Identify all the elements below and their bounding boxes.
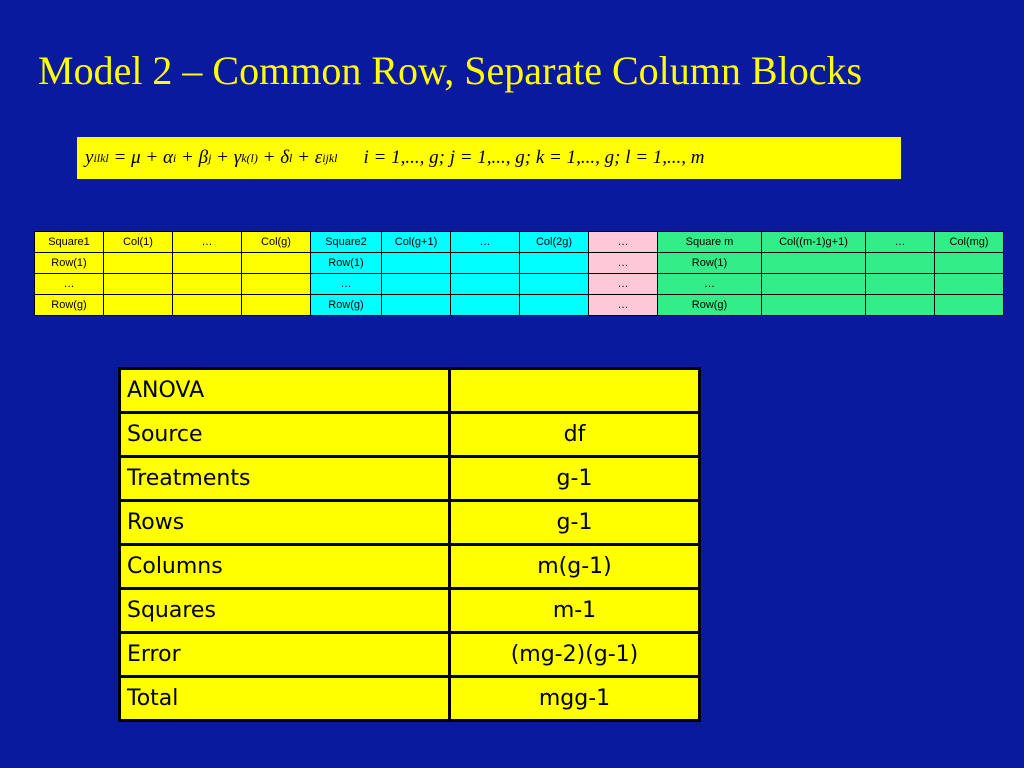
layout-cell: [242, 274, 311, 295]
anova-table: [118, 367, 701, 722]
layout-cell: [520, 274, 589, 295]
layout-cell: Square m: [658, 232, 762, 253]
layout-cell: [866, 274, 935, 295]
anova-source-cell: Columns: [120, 545, 450, 589]
layout-cell: [762, 274, 866, 295]
layout-row: [35, 253, 1004, 274]
layout-cell: [762, 295, 866, 316]
anova-df-cell: g-1: [450, 501, 700, 545]
anova-df-cell: [450, 369, 700, 413]
layout-cell: Col(mg): [935, 232, 1004, 253]
formula-alpha-sub: i: [172, 150, 177, 165]
layout-cell: Col(1): [104, 232, 173, 253]
layout-cell: [242, 295, 311, 316]
layout-cell: [866, 253, 935, 274]
anova-df-cell: m-1: [450, 589, 700, 633]
slide-title: Model 2 – Common Row, Separate Column Blocks: [38, 48, 863, 93]
anova-row: [120, 501, 700, 545]
layout-cell: [382, 253, 451, 274]
layout-cell: [935, 253, 1004, 274]
formula-gamma: + γ: [211, 147, 242, 168]
anova-row: [120, 413, 700, 457]
layout-cell: [104, 295, 173, 316]
layout-cell: …: [589, 295, 658, 316]
layout-cell: [935, 295, 1004, 316]
anova-row: [120, 545, 700, 589]
layout-cell: [173, 274, 242, 295]
layout-cell: Row(1): [658, 253, 762, 274]
formula-beta-sub: j: [208, 150, 212, 165]
formula-epsilon-sub: ijkl: [322, 150, 338, 165]
layout-cell: [104, 253, 173, 274]
anova-source-cell: Total: [120, 677, 450, 721]
anova-df-cell: m(g-1): [450, 545, 700, 589]
layout-cell: Square2: [311, 232, 382, 253]
layout-cell: …: [451, 232, 520, 253]
layout-cell: …: [866, 232, 935, 253]
formula-delta: + δ: [257, 147, 290, 168]
layout-cell: [520, 253, 589, 274]
layout-cell: [451, 274, 520, 295]
layout-cell: Col(2g): [520, 232, 589, 253]
layout-cell: [242, 253, 311, 274]
anova-source-cell: Rows: [120, 501, 450, 545]
layout-cell: [382, 274, 451, 295]
layout-cell: Col(g+1): [382, 232, 451, 253]
layout-cell: Row(1): [311, 253, 382, 274]
anova-df-cell: (mg-2)(g-1): [450, 633, 700, 677]
layout-cell: [866, 295, 935, 316]
anova-source-cell: Squares: [120, 589, 450, 633]
layout-cell: [520, 295, 589, 316]
layout-cell: [173, 295, 242, 316]
anova-df-cell: g-1: [450, 457, 700, 501]
latin-square-layout-table: [34, 231, 1004, 316]
layout-cell: …: [589, 274, 658, 295]
layout-cell: …: [658, 274, 762, 295]
layout-cell: …: [589, 232, 658, 253]
formula-delta-sub: l: [289, 150, 293, 165]
layout-cell: [104, 274, 173, 295]
anova-df-cell: mgg-1: [450, 677, 700, 721]
layout-row: [35, 232, 1004, 253]
anova-row: [120, 633, 700, 677]
layout-cell: [762, 253, 866, 274]
anova-row: [120, 589, 700, 633]
model-formula: [77, 137, 901, 179]
anova-source-cell: ANOVA: [120, 369, 450, 413]
layout-cell: [451, 295, 520, 316]
formula-ranges: i = 1,..., g; j = 1,..., g; k = 1,..., g; l = 1,..., m: [363, 147, 705, 168]
formula-epsilon: + ε: [292, 147, 323, 168]
layout-cell: Row(1): [35, 253, 104, 274]
anova-df-cell: df: [450, 413, 700, 457]
formula-beta: + β: [176, 147, 209, 168]
layout-cell: Square1: [35, 232, 104, 253]
anova-source-cell: Source: [120, 413, 450, 457]
formula-gamma-sub: k(l): [241, 150, 258, 165]
layout-cell: …: [35, 274, 104, 295]
anova-row: [120, 677, 700, 721]
anova-row: [120, 457, 700, 501]
layout-cell: Col(g): [242, 232, 311, 253]
formula-y-sub: ilkl: [93, 150, 109, 165]
layout-cell: [382, 295, 451, 316]
formula-y: y: [85, 147, 94, 168]
formula-mu-alpha: = μ + α: [108, 147, 173, 168]
layout-cell: Row(g): [658, 295, 762, 316]
layout-row: [35, 274, 1004, 295]
layout-cell: …: [173, 232, 242, 253]
anova-source-cell: Error: [120, 633, 450, 677]
layout-cell: Col((m-1)g+1): [762, 232, 866, 253]
layout-cell: Row(g): [311, 295, 382, 316]
layout-cell: …: [589, 253, 658, 274]
anova-source-cell: Treatments: [120, 457, 450, 501]
layout-cell: Row(g): [35, 295, 104, 316]
layout-cell: [451, 253, 520, 274]
layout-cell: [935, 274, 1004, 295]
layout-cell: [173, 253, 242, 274]
layout-row: [35, 295, 1004, 316]
layout-cell: …: [311, 274, 382, 295]
anova-row: [120, 369, 700, 413]
